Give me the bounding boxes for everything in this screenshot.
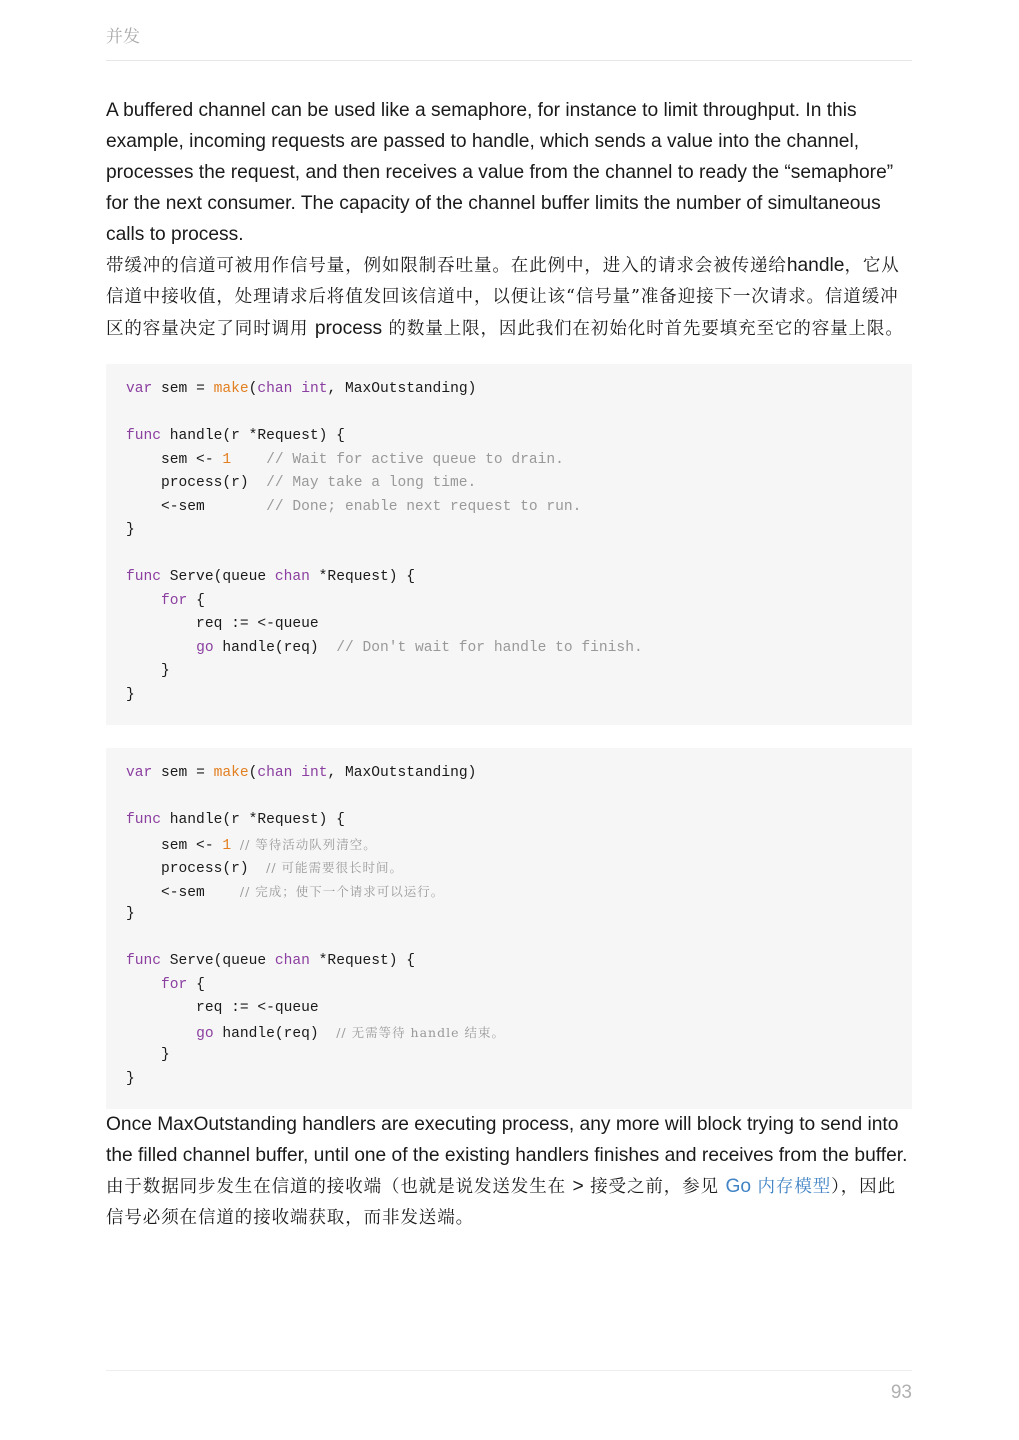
paragraph-english-maxoutstanding: Once MaxOutstanding handlers are executing process, any more will block trying to send into the filled channel buffer, until one of the existing handlers finishes and receives from the buffer. [106,1114,908,1166]
link-text: 内存模型 [757,1177,832,1197]
keyword: chan [257,765,293,781]
code-text: <-sem [126,498,267,515]
keyword: int [301,765,328,781]
code-line [126,762,892,786]
code-text: { [187,592,205,609]
code-line [126,809,892,833]
code-text: { [187,976,205,993]
code-comment: // Don't wait for handle to finish. [336,639,643,656]
code-line: } [126,522,135,538]
code-text: sem <- [126,837,223,854]
page-number: 93 [890,1382,912,1403]
code-line: req := <-queue [126,616,319,632]
footer-divider [106,1370,912,1371]
code-text: sem = [152,381,214,397]
code-comment: // 无需等待 handle 结束。 [336,1024,505,1040]
code-line: req := <-queue [126,1000,319,1016]
keyword: func [126,569,162,585]
code-line-blank [126,786,892,810]
code-text [126,1026,196,1042]
code-line [126,974,892,998]
inline-code-process: process [314,318,383,339]
code-text: *Request) { [309,953,416,969]
code-line [126,880,892,904]
code-text: sem = [152,765,214,781]
code-text: ( [248,765,258,781]
code-text: , MaxOutstanding) [327,765,477,781]
code-text [231,838,240,854]
memory-model-link[interactable] [725,1177,831,1197]
text-segment: 的数量上限，因此我们在初始化时首先要填充至它的容量上限。 [388,319,904,339]
code-line: } [126,1047,170,1063]
code-text: , MaxOutstanding) [327,381,477,397]
code-text [292,765,301,781]
header-divider [106,60,912,61]
keyword: int [301,381,328,397]
keyword: chan [257,381,293,397]
code-block-chinese [106,748,912,1109]
code-text: handle(r *Request) { [161,812,345,828]
text-segment: 由于数据同步发生在信道的接收端（也就是说发送发生在 [106,1177,566,1197]
code-line [126,1021,892,1045]
code-line [126,449,892,473]
code-line: } [126,686,135,703]
code-text: handle(r *Request) { [161,428,345,444]
code-text: handle(req) [213,1025,337,1042]
code-text: sem <- [126,451,223,468]
paragraph-english-semaphore: A buffered channel can be used like a semaphore, for instance to limit throughput. In this example, incoming requests are passed to handle, which sends a value into the channel, processes the request, and then receives a value from the channel to ready the “semaphore” for the next consumer. The capacity of the channel buffer limits the number of simultaneous calls to process. [106,100,894,245]
keyword: var [126,765,153,781]
code-line-blank [126,543,892,567]
code-line: } [126,663,170,679]
code-comment: // 完成；使下一个请求可以运行。 [239,883,445,899]
code-comment: // Wait for active queue to drain. [266,451,564,468]
code-text [126,977,161,993]
code-line [126,566,892,590]
page-content [106,95,912,1234]
code-line [126,950,892,974]
code-line: } [126,1070,135,1087]
code-line-blank [126,402,892,426]
builtin: make [213,381,249,397]
code-line: } [126,906,135,922]
code-line [126,472,892,496]
code-line [126,425,892,449]
keyword: func [126,953,162,969]
code-text: handle(req) [213,639,337,656]
code-comment: // Done; enable next request to run. [266,498,582,515]
code-line [126,856,892,880]
code-line-blank [126,927,892,951]
code-line [126,637,892,661]
code-text [126,640,196,656]
code-comment: // 可能需要很长时间。 [266,860,404,875]
code-text: ( [248,381,258,397]
keyword: go [196,1025,214,1042]
code-comment: // 等待活动队列清空。 [239,836,377,852]
code-text: *Request) { [309,569,416,585]
code-block-english [106,364,912,725]
code-comment: // May take a long time. [266,475,477,491]
keyword: var [126,381,153,397]
link-text: Go [725,1176,752,1197]
code-text [292,381,301,397]
code-text: Serve(queue [161,953,275,969]
keyword: for [161,976,188,993]
code-text: process(r) [126,861,267,877]
code-line [126,590,892,614]
code-line [126,378,892,402]
text-segment: 带缓冲的信道可被用作信号量，例如限制吞吐量。在此例中，进入的请求会被传递给 [106,256,787,276]
number-literal: 1 [222,837,232,854]
code-text: process(r) [126,475,267,491]
keyword: for [161,592,188,609]
keyword: go [196,639,214,656]
text-segment: 接受之前，参见 [590,1177,719,1197]
code-line [126,833,892,857]
keyword: func [126,812,162,828]
text-segment: ），因此信号必须在信道的接收端获取，而非发送端。 [106,1177,896,1228]
code-text [231,452,266,468]
number-literal: 1 [222,451,232,468]
keyword: chan [274,569,310,585]
code-text: <-sem [126,884,240,901]
text-segment: ，它从信道中接收值，处理请求后将值发回该信道中，以便让该“信号量”准备迎接下一次请求。信道缓冲区的容量决定了同时调用 [106,256,900,339]
text-segment-gt: > [572,1176,584,1197]
paragraph-chinese-semaphore [106,250,912,345]
code-line [126,496,892,520]
paragraph-chinese-receive-side [106,1171,912,1234]
code-text [126,593,161,609]
builtin: make [213,765,249,781]
keyword: func [126,428,162,444]
keyword: chan [274,953,310,969]
section-header: 并发 [106,27,140,47]
inline-code-handle: handle [786,255,845,276]
code-text: Serve(queue [161,569,275,585]
